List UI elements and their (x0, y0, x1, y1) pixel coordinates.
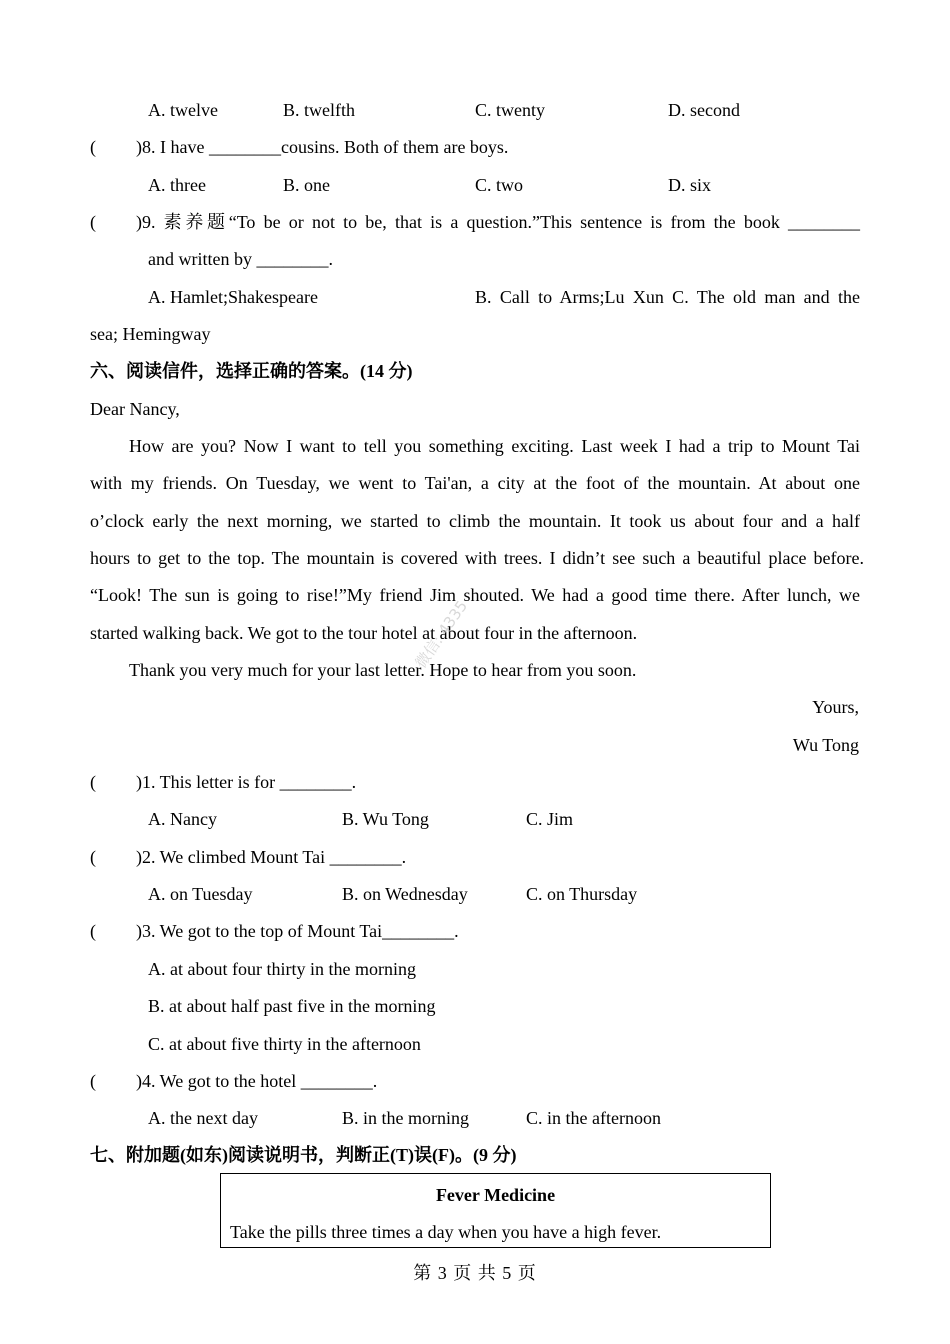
letter-sign-off: Yours, (812, 697, 859, 717)
s6-q2-option-b: B. on Wednesday (342, 884, 468, 904)
s6-q4-option-a: A. the next day (148, 1108, 258, 1128)
letter-line-6: started walking back. We got to the tour hotel at about four in the afternoon. (90, 623, 638, 643)
s6-q4-paren: ( (90, 1071, 96, 1091)
q7-option-d: D. second (668, 100, 740, 120)
q9-option-a: A. Hamlet;Shakespeare (148, 287, 318, 307)
q9-stem: )9. 素养题“To be or not to be, that is a question.”This sentence is from the book ________ (136, 212, 860, 232)
page-footer: 第 3 页 共 5 页 (413, 1263, 537, 1283)
s6-q1-option-c: C. Jim (526, 809, 574, 829)
medicine-box-title: Fever Medicine (435, 1185, 556, 1205)
medicine-instructions-box (220, 1173, 771, 1248)
q8-paren: ( (90, 137, 96, 157)
s6-q2-stem: )2. We climbed Mount Tai ________. (136, 847, 407, 867)
s6-q3-option-a: A. at about four thirty in the morning (148, 959, 416, 979)
q7-option-b: B. twelfth (283, 100, 355, 120)
letter-line-1: How are you? Now I want to tell you something exciting. Last week I had a trip to Mount Tai (129, 436, 860, 456)
s6-q4-option-c: C. in the afternoon (526, 1108, 661, 1128)
s6-q2-option-a: A. on Tuesday (148, 884, 253, 904)
watermark: 微信: 4335 (411, 597, 472, 672)
s6-q3-option-b: B. at about half past five in the morning (148, 996, 436, 1016)
q8-option-d: D. six (668, 175, 712, 195)
q8-option-c: C. two (475, 175, 524, 195)
letter-line-2: with my friends. On Tuesday, we went to Tai'an, a city at the foot of the mountain. At about one (90, 473, 860, 493)
s6-q2-option-c: C. on Thursday (526, 884, 638, 904)
s6-q1-paren: ( (90, 772, 96, 792)
s6-q2-paren: ( (90, 847, 96, 867)
q7-option-a: A. twelve (148, 100, 218, 120)
q8-stem: )8. I have ________cousins. Both of them are boys. (136, 137, 509, 157)
q9-option-bc: B. Call to Arms;Lu Xun C. The old man and the (475, 287, 860, 307)
s6-q3-paren: ( (90, 921, 96, 941)
s6-q4-stem: )4. We got to the hotel ________. (136, 1071, 378, 1091)
q9-paren: ( (90, 212, 96, 232)
letter-greeting: Dear Nancy, (90, 399, 180, 419)
letter-signature: Wu Tong (792, 735, 859, 755)
letter-closing-paragraph: Thank you very much for your last letter. Hope to hear from you soon. (129, 660, 637, 680)
q9-stem-continued: and written by ________. (148, 249, 333, 269)
medicine-box-text: Take the pills three times a day when you have a high fever. (230, 1222, 662, 1242)
s6-q1-option-b: B. Wu Tong (342, 809, 429, 829)
q8-option-a: A. three (148, 175, 206, 195)
section6-title: 六、阅读信件，选择正确的答案。(14 分) (90, 361, 413, 381)
q7-option-c: C. twenty (475, 100, 545, 120)
s6-q3-stem: )3. We got to the top of Mount Tai________. (136, 921, 459, 941)
s6-q3-option-c: C. at about five thirty in the afternoon (148, 1034, 421, 1054)
q9-option-c-continued: sea; Hemingway (90, 324, 211, 344)
s6-q1-option-a: A. Nancy (148, 809, 217, 829)
s6-q1-stem: )1. This letter is for ________. (136, 772, 357, 792)
section7-title: 七、附加题(如东)阅读说明书，判断正(T)误(F)。(9 分) (90, 1145, 517, 1165)
s6-q4-option-b: B. in the morning (342, 1108, 469, 1128)
letter-line-4: hours to get to the top. The mountain is covered with trees. I didn’t see such a beautiful place before. (90, 548, 864, 568)
letter-line-3: o’clock early the next morning, we started to climb the mountain. It took us about four and a half (90, 511, 860, 531)
q8-option-b: B. one (283, 175, 330, 195)
letter-line-5: “Look! The sun is going to rise!”My friend Jim shouted. We had a good time there. After lunch, we (90, 585, 860, 605)
